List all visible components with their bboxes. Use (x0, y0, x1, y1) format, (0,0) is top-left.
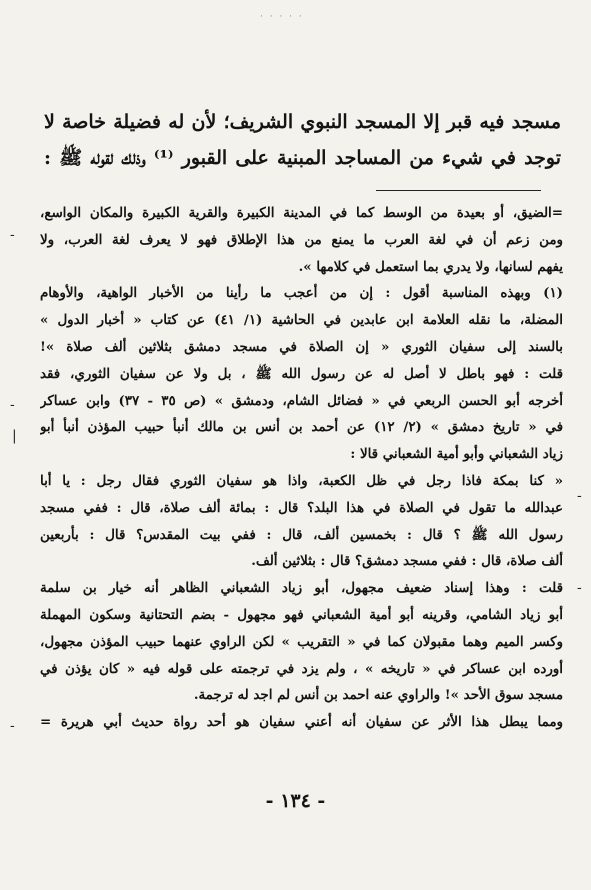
footnote-line: قلت : وهذا إسناد ضعيف مجهول، أبو زياد الشعباني الظاهر أنه خيار بن سلمة (40, 580, 563, 597)
main-text-line: توجد في شيء من المساجد المبنية على القبور ⁽¹⁾ وذلك لقوله ﷺ : (44, 147, 561, 169)
footnote-line: « كنا بمكة فاذا رجل في ظل الكعبة، واذا هو سفيان الثوري فقال رجل : يا أبا (40, 472, 563, 489)
footnote-line: (١) وبهذه المناسبة أقول : إن من أعجب ما رأينا من الأخبار الواهية، والأوهام (40, 285, 563, 302)
footnote-separator (376, 190, 541, 191)
margin-mark: | (12, 428, 17, 444)
margin-mark: - (577, 488, 582, 504)
footnote-line: بالسند إلى سفيان الثوري « إن الصلاة في مسجد دمشق بثلاثين ألف صلاة »! (40, 338, 563, 355)
footnotes (40, 200, 563, 736)
footnote-line: وكسر الميم وهما مقبولان كما في « التقريب » لكن الراوي عنهما حبيب المؤذن مجهول، (40, 633, 563, 650)
footnote-line: رسول الله ﷺ ؟ قال : بخمسين ألف، قال : ففي بيت المقدس؟ قال : بأربعين (40, 526, 563, 543)
footnote-line: المضلة، ما نقله العلامة ابن عابدين في الحاشية (١/ ٤١) عن كتاب « أخبار الدول » (40, 312, 563, 329)
margin-mark: - (577, 580, 582, 596)
footnote-line: يفهم لسانها، ولا يدري بما استعمل في كلامها ». (298, 258, 563, 275)
footnote-line: أبو زياد الشامي، وقرينه أبو أمية الشعباني فهو مجهول - بضم التحتانية وسكون المهملة (40, 606, 563, 623)
margin-mark: - (10, 227, 15, 243)
footnote-line: مسجد سوق الأحد »! والراوي عنه احمد بن أنس لم اجد له ترجمة. (193, 687, 563, 704)
footnote-line: أورده ابن عساكر في « تاريخه » ، ولم يزد في ترجمته على قوله فيه « كان يؤذن في (40, 660, 563, 677)
page-number: - ١٣٤ - (265, 790, 326, 812)
footnote-line: ومن زعم أن في لغة العرب ما يمنع من هذا الإطلاق فهو لا يعرف لغة العرب، ولا (40, 231, 563, 248)
main-text (44, 104, 561, 176)
main-text-line: مسجد فيه قبر إلا المسجد النبوي الشريف؛ لأن له فضيلة خاصة لا (44, 111, 561, 133)
footnote-line: في « تاريخ دمشق » (٢/ ١٢) عن أحمد بن أنس بن مالك أنبأ حبيب المؤذن أنبأ أبو (40, 419, 563, 436)
footnote-line: أخرجه أبو الحسن الربعي في « فضائل الشام، ودمشق » (ص ٣٥ - ٣٧) وابن عساكر (40, 392, 563, 409)
margin-mark: - (10, 397, 15, 413)
footnote-line: ومما يبطل هذا الأثر عن سفيان أنه أعني سفيان هو أحد رواة حديث أبي هريرة = (40, 714, 563, 731)
top-mark: · · · · · (260, 12, 304, 22)
footnote-line: قلت : فهو باطل لا أصل له عن رسول الله ﷺ ، بل ولا عن سفيان الثوري، فقد (40, 365, 563, 382)
footnote-line: =الضيق، أو بعيدة من الوسط كما في المدينة الكبيرة والقرية الكبيرة والمكان الواسع، (40, 205, 563, 221)
footnote-line: عبدالله ما تقول في الصلاة في هذا البلد؟ قال : بمائة ألف صلاة، قال : ففي مسجد (40, 499, 563, 516)
margin-mark: - (10, 718, 15, 734)
footnote-line: زياد الشعباني وأبو أمية الشعباني قالا : (350, 446, 563, 463)
footnote-line: ألف صلاة، قال : ففي مسجد دمشق؟ قال : بثلاثين ألف. (251, 553, 563, 570)
